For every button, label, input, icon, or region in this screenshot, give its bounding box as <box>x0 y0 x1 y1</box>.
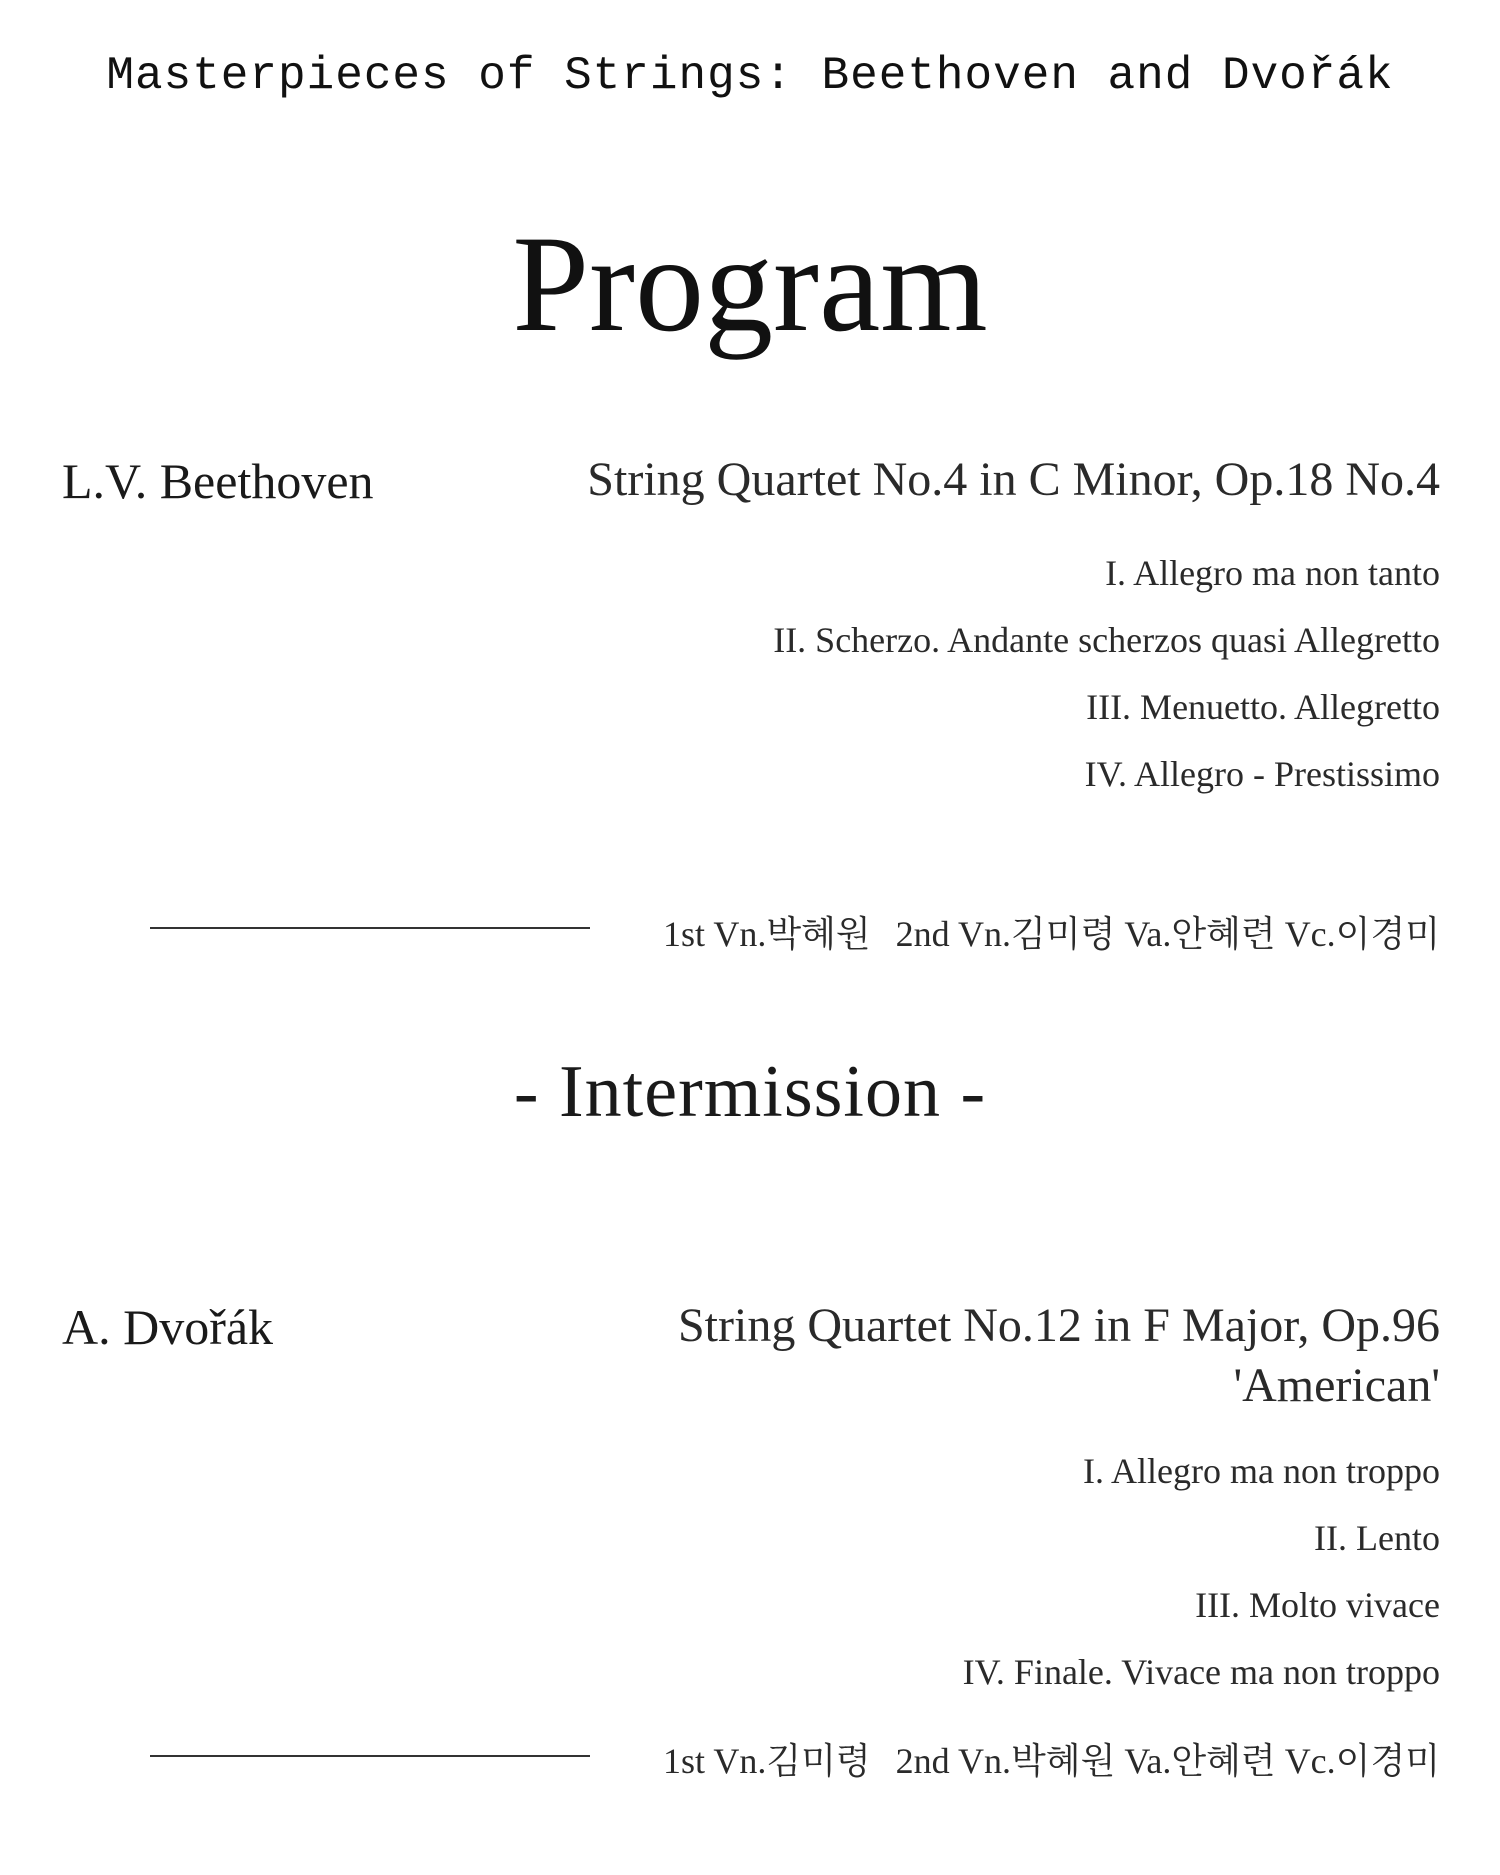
movement-item: I. Allegro ma non tanto <box>1105 553 1440 593</box>
movement-list-dvorak <box>963 1438 1440 1706</box>
performers-dvorak <box>663 1733 1440 1784</box>
performer-second-violin: 2nd Vn.박혜원 <box>895 1741 1116 1781</box>
movement-item: IV. Allegro - Prestissimo <box>1084 754 1440 794</box>
composer-dvorak: A. Dvořák <box>62 1299 274 1355</box>
performer-first-violin: 1st Vn.박혜원 <box>662 914 871 954</box>
movement-item: II. Lento <box>1314 1518 1440 1558</box>
movement-item: III. Molto vivace <box>1195 1585 1440 1625</box>
composer-beethoven: L.V. Beethoven <box>62 453 374 509</box>
concert-title: Masterpieces of Strings: Beethoven and Dvořák <box>106 50 1394 102</box>
program-heading: Program <box>512 207 988 360</box>
performer-cello: Vc.이경미 <box>1284 914 1440 954</box>
movement-item: IV. Finale. Vivace ma non troppo <box>962 1652 1440 1692</box>
movement-item: I. Allegro ma non troppo <box>1083 1451 1440 1491</box>
performer-viola: Va.안혜련 <box>1124 914 1276 954</box>
performer-cello: Vc.이경미 <box>1284 1741 1440 1781</box>
intermission-label: - Intermission - <box>513 1051 987 1133</box>
work-title-line: String Quartet No.12 in F Major, Op.96 <box>677 1299 1440 1352</box>
movement-item: II. Scherzo. Andante scherzos quasi Allegretto <box>773 620 1440 660</box>
divider-line <box>150 927 590 929</box>
divider-line <box>150 1755 590 1757</box>
work-title-dvorak <box>678 1296 1440 1416</box>
work-subtitle: 'American' <box>1233 1359 1440 1412</box>
work-title-beethoven: String Quartet No.4 in C Minor, Op.18 No.4 <box>587 453 1440 506</box>
performer-first-violin: 1st Vn.김미령 <box>662 1741 871 1781</box>
movement-list-beethoven <box>773 540 1440 808</box>
movement-item: III. Menuetto. Allegretto <box>1086 687 1440 727</box>
performer-second-violin: 2nd Vn.김미령 <box>895 914 1116 954</box>
performers-beethoven <box>663 906 1440 957</box>
performer-viola: Va.안혜련 <box>1124 1741 1276 1781</box>
